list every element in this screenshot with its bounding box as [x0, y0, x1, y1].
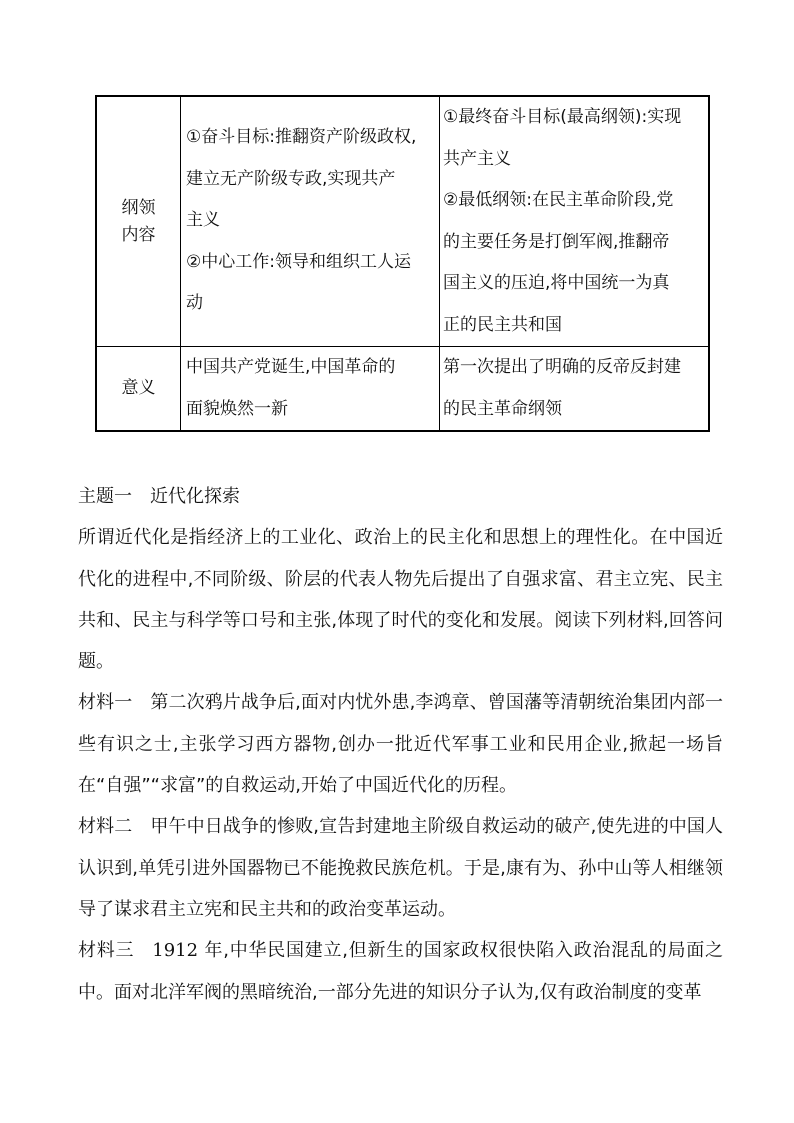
cell-program-col2	[440, 96, 710, 347]
material-two	[78, 806, 723, 930]
material-one-label: 材料一	[78, 692, 133, 714]
cell-line: 建立无产阶级专政,实现共产	[186, 168, 396, 189]
cell-program-col1	[181, 96, 440, 347]
material-one-text: 第二次鸦片战争后,面对内忧外患,李鸿章、曾国藩等清朝统治集团内部一些有识之士,主张学习西方器物,创办一批近代军事工业和民用企业,掀起一场旨在“自强”“求富”的自救运动,开始了中国近代化的历程。	[78, 692, 723, 797]
table-row-program	[96, 96, 709, 347]
cell-line: 的民主革命纲领	[443, 398, 562, 419]
cell-line: 的主要任务是打倒军阀,推翻帝	[443, 231, 670, 252]
cell-line: 主义	[186, 210, 220, 230]
material-two-label: 材料二	[78, 816, 133, 838]
cell-line: ②中心工作:领导和组织工人运	[186, 251, 411, 272]
material-three-text: 年,中华民国建立,但新生的国家政权很快陷入政治混乱的局面之中。面对北洋军阀的黑暗统治,一部分先进的知识分子认为,仅有政治制度的变革	[78, 940, 723, 1003]
material-three-year: 1912	[152, 940, 199, 962]
material-three	[78, 930, 723, 1013]
material-two-text: 甲午中日战争的惨败,宣告封建地主阶级自救运动的破产,使先进的中国人认识到,单凭引进外国器物已不能挽救民族危机。于是,康有为、孙中山等人相继领导了谋求君主立宪和民主共和的政治变革运动。	[78, 816, 723, 920]
cell-line: 面貌焕然一新	[186, 398, 288, 419]
row-label-program-line2: 内容	[121, 224, 156, 245]
cell-line: 国主义的压迫,将中国统一为真	[443, 273, 670, 293]
cell-line: 共产主义	[443, 148, 511, 169]
section-title: 近代化探索	[150, 486, 240, 507]
cell-line: ②最低纲领:在民主革命阶段,党	[443, 190, 674, 210]
material-one	[78, 682, 723, 806]
intro-paragraph: 所谓近代化是指经济上的工业化、政治上的民主化和思想上的理性化。在中国近代化的进程中,不同阶级、阶层的代表人物先后提出了自强求富、君主立宪、民主共和、民主与科学等口号和主张,体现了时代的变化和发展。阅读下列材料,回答问题。	[78, 527, 723, 673]
cell-line: 第一次提出了明确的反帝反封建	[443, 357, 681, 377]
section-heading	[78, 476, 723, 517]
cell-meaning-col2	[440, 347, 710, 432]
cell-line: 正的民主共和国	[443, 314, 562, 335]
cell-line: ①奋斗目标:推翻资产阶级政权,	[186, 127, 417, 147]
cell-line: 动	[186, 293, 203, 313]
cell-meaning-col1	[181, 347, 440, 432]
body-text	[78, 476, 723, 1013]
table-row-meaning	[96, 347, 709, 432]
cell-line: 中国共产党诞生,中国革命的	[186, 357, 396, 377]
cell-line: ①最终奋斗目标(最高纲领):实现	[443, 107, 682, 127]
row-label-program-line1: 纲领	[121, 197, 156, 218]
row-label-program	[96, 96, 181, 347]
material-three-label: 材料三	[78, 940, 135, 962]
program-table	[95, 95, 710, 432]
row-label-meaning: 意义	[96, 347, 181, 432]
section-number: 主题一	[78, 486, 132, 507]
